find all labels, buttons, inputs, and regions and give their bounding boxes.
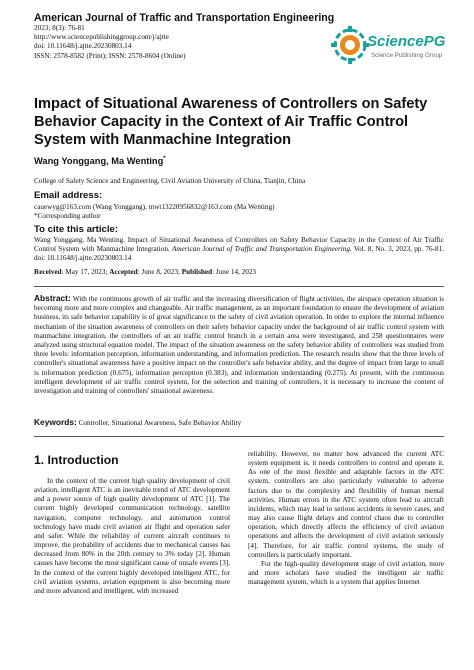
divider-top <box>34 286 444 287</box>
citation-authors-title: Wang Yonggang, Ma Wenting. Impact of Situational Awareness of Controllers on Safety Behavior Capacity in the Context of Air Traffic Control System with Manmachine Integration. <box>34 236 444 254</box>
publisher-tagline: Science Publishing Group <box>371 52 443 59</box>
publisher-wordmark: SciencePG <box>367 33 446 50</box>
author-list <box>34 156 166 166</box>
corresponding-mark: * <box>163 156 166 162</box>
intro-paragraph-2: For the high-quality development stage of civil aviation, more and more scholars have studied the intelligent air traffic management system, which is a system that applies Internet <box>248 559 444 587</box>
journal-url[interactable]: http://www.sciencepublishinggroup.com/j/ajtte <box>34 33 169 42</box>
journal-issue: 2023; 8(3): 76-81 <box>34 24 85 32</box>
intro-paragraph-1: In the context of the current high quality development of civil aviation, intelligent ATC is an inevitable trend of ATC development and a power source of high quality development of ATC [1]. The current highly developed communication technology, satellite navigation, computer technology, and automation control technology have made civil aviation air flight and operation safer and safer. While the reliability of current aircraft continues to improve, the probability of accidents due to mechanical causes has decreased from 80% in the 20th century to 3% today [2]. Human causes have become the most significant cause of unsafe events [3]. In the context of the current highly developed intelligent ATC, for civil aviation systems, aviation equipment is also becoming more and more advanced and intelligent, with increased <box>34 477 230 595</box>
journal-name: American Journal of Traffic and Transportation Engineering <box>34 12 335 24</box>
accepted-label: Accepted <box>109 268 138 276</box>
email-heading: Email address: <box>34 190 103 201</box>
published-date: : June 14, 2023 <box>212 268 257 276</box>
publication-dates <box>34 268 256 276</box>
keywords-text: Controller, Situational Awareness, Safe Behavior Ability <box>78 419 242 427</box>
affiliation: College of Safety Science and Engineering, Civil Aviation University of China, Tianjin, China <box>34 177 306 185</box>
abstract <box>34 294 444 396</box>
publisher-emblem-icon <box>330 23 370 67</box>
email-addresses[interactable]: cauewyg@163.com (Wang Yonggang), mwt13220956832@163.com (Ma Wenting) <box>34 203 275 211</box>
section-heading-introduction: 1. Introduction <box>34 453 119 467</box>
cite-heading: To cite this article: <box>34 224 119 235</box>
citation-volume-doi: Vol. 8, No. 3, 2023, pp. 76-81. doi: 10.11648/j.ajtte.20230803.14 <box>34 245 444 263</box>
journal-issn: ISSN: 2578-8582 (Print); ISSN: 2578-8604 (Online) <box>34 51 186 60</box>
divider-bottom <box>34 436 444 437</box>
accepted-date: : June 8, 2023; <box>137 268 182 276</box>
abstract-text: With the continuous growth of air traffic and the increasing diversification of flight activities, the airspace operation situation is becoming more and more complex and changeable. Air traffic management, as an important foundation to ensure the development of aviation business, its safe behavior capability is of great significance to the safety of civil aviation operation. In order to explore the internal influence mechanism of the situation awareness of controllers on their safety behavior capacity under the background of air traffic control system with manmachine integration, the controllers of an air traffic control branch in a certain area were investigated, and 258 questionnaires were analyzed using structural equation model. The impact of the situation awareness on the safety behavior ability of controllers was studied from three levels: information perception, information understanding, and information prediction. The research results show that the three levels of controller's situational awareness have a positive impact on the controller's safe behavior ability, and the degree of impact from large to small is information prediction (0.675), information perception (0.383), and information understanding (0.275). At present, with the continuous intelligent development of air traffic control system, for the selection and training of controllers, it is necessary to increase the content of investigation and training of controllers' situational awareness. <box>34 295 444 396</box>
abstract-label: Abstract: <box>34 293 71 303</box>
keywords <box>34 417 241 427</box>
published-label: Published <box>181 268 213 276</box>
corresponding-note: *Corresponding author <box>34 212 101 220</box>
keywords-label: Keywords: <box>34 417 77 427</box>
body-column-left <box>34 477 230 596</box>
received-label: Received <box>34 268 62 276</box>
intro-paragraph-1-continued: reliability. However, no matter how advanced the current ATC system equipment is, it needs controllers to control and operate it. As one of the most flexible and adaptable factors in the ATC system, controllers are also particularly vulnerable to adverse factors due to the complexity and flexibility of human mental activities. Human errors in the ATC system often lead to aircraft incidents, which may lead to serious accidents in severe cases, and may also cause flight delays and control chaos due to controller operation, which directly affects the efficiency of civil aviation operations and affects the development of civil aviation seriously [4]. Therefore, for air traffic control systems, the study of controllers is particularly important. <box>248 450 444 559</box>
citation-text <box>34 236 444 263</box>
article-title: Impact of Situational Awareness of Controllers on Safety Behavior Capacity in the Context of Air Traffic Control System with Manmachine Integration <box>34 96 428 148</box>
received-date: : May 17, 2023; <box>61 268 110 276</box>
journal-doi: doi: 10.11648/j.ajtte.20230803.14 <box>34 42 132 51</box>
journal-header <box>34 12 335 61</box>
publisher-logo <box>330 20 450 82</box>
citation-journal: American Journal of Traffic and Transportation Engineering. <box>171 245 352 254</box>
author-names: Wang Yonggang, Ma Wenting <box>34 156 164 167</box>
body-column-right <box>248 450 444 587</box>
